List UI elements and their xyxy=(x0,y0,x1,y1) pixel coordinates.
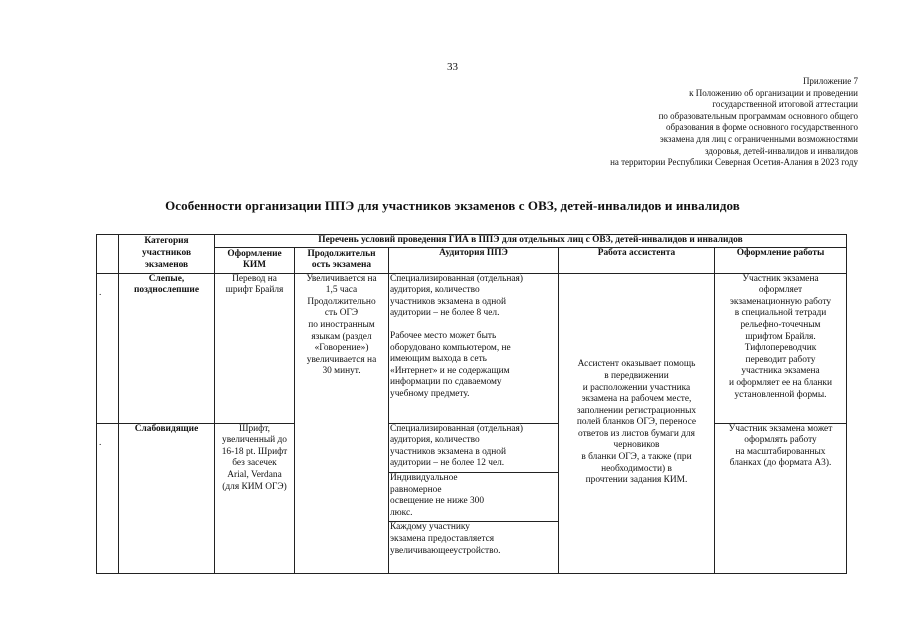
header-number xyxy=(97,235,119,274)
annex-line: Приложение 7 xyxy=(802,76,858,86)
auditorium-subsection xyxy=(389,521,558,557)
category-cell: Слепые, позднослепшие xyxy=(119,273,215,423)
auditorium-text: Специализированная (отдельная) аудитория, количество участников экзамена в одной аудитории – не более 12 чел. xyxy=(390,423,523,469)
header-kim: Оформление КИМ xyxy=(215,247,295,273)
annex-line: государственной итоговой аттестации xyxy=(712,99,858,110)
row-number: . xyxy=(97,273,119,423)
header-conditions-group: Перечень условий проведения ГИА в ППЭ для отдельных лиц с ОВЗ, детей-инвалидов и инвалидов xyxy=(215,235,847,248)
header-auditorium: Аудитория ППЭ xyxy=(389,247,559,273)
kim-cell: Перевод на шрифт Брайля xyxy=(215,273,295,423)
conditions-table-wrapper xyxy=(96,234,847,574)
annex-line: экзамена для лиц с ограниченными возможностями xyxy=(659,133,858,144)
assistant-cell: Ассистент оказывает помощь в передвижении и расположении участника экзамена на рабочем месте, заполнении регистрационных полей бланков ОГЭ, переносе ответов из листов бумаги для черновиков в бланки ОГЭ, а также (при необходимости) в прочтении задания КИМ. xyxy=(559,273,715,573)
annex-line: на территории Республики Северная Осетия-Алания в 2023 году xyxy=(610,157,858,168)
document-title: Особенности организации ППЭ для участников экзаменов с ОВЗ, детей-инвалидов и инвалидов xyxy=(165,198,740,213)
auditorium-text: Специализированная (отдельная) аудитория, количество участников экзамена в одной аудитории – не более 8 чел. xyxy=(390,273,523,319)
auditorium-text: Каждому участнику экзамена предоставляется увеличивающееустройство. xyxy=(390,522,501,556)
auditorium-cell xyxy=(389,273,559,423)
table-row xyxy=(97,273,847,423)
category-cell: Слабовидящие xyxy=(119,423,215,573)
table-row xyxy=(97,423,847,573)
annex-line: к Положению об организации и проведении xyxy=(689,87,858,98)
kim-cell: Шрифт, увеличенный до 16-18 pt. Шрифт без засечек Arial, Verdana (для КИМ ОГЭ) xyxy=(215,423,295,573)
work-cell: Участник экзамена оформляет экзаменационную работу в специальной тетради рельефно-точечным шрифтом Брайля. Тифлопереводчик переводит работу участника экзамена и оформляет ее на бланки установленной формы. xyxy=(715,273,847,423)
annex-line: образования в форме основного государственного xyxy=(666,122,858,133)
header-assistant: Работа ассистента xyxy=(559,247,715,273)
annex-line: здоровья, детей-инвалидов и инвалидов xyxy=(704,145,858,156)
auditorium-cell xyxy=(389,423,559,573)
conditions-table xyxy=(96,234,847,574)
auditorium-text: Рабочее место может быть оборудовано компьютером, не имеющим выхода в сеть «Интернет» и не содержащим информации по сдаваемому учебному предмету. xyxy=(390,330,511,399)
duration-cell: Увеличивается на 1,5 часа Продолжительно сть ОГЭ по иностранным языкам (раздел «Говорение») увеличивается на 30 минут. xyxy=(295,273,389,573)
auditorium-text: Индивидуальное равномерное освещение не ниже 300 люкс. xyxy=(390,472,485,518)
header-category: Категория участников экзаменов xyxy=(119,235,215,274)
page-number: 33 xyxy=(447,61,458,73)
auditorium-subsection xyxy=(389,472,558,519)
row-number: . xyxy=(97,423,119,573)
annex-header xyxy=(438,76,858,169)
header-work: Оформление работы xyxy=(715,247,847,273)
work-cell: Участник экзамена может оформлять работу на масштабированных бланках (до формата А3). xyxy=(715,423,847,573)
header-duration: Продолжительн ость экзамена xyxy=(295,247,389,273)
annex-line: по образовательным программам основного общего xyxy=(658,110,858,121)
